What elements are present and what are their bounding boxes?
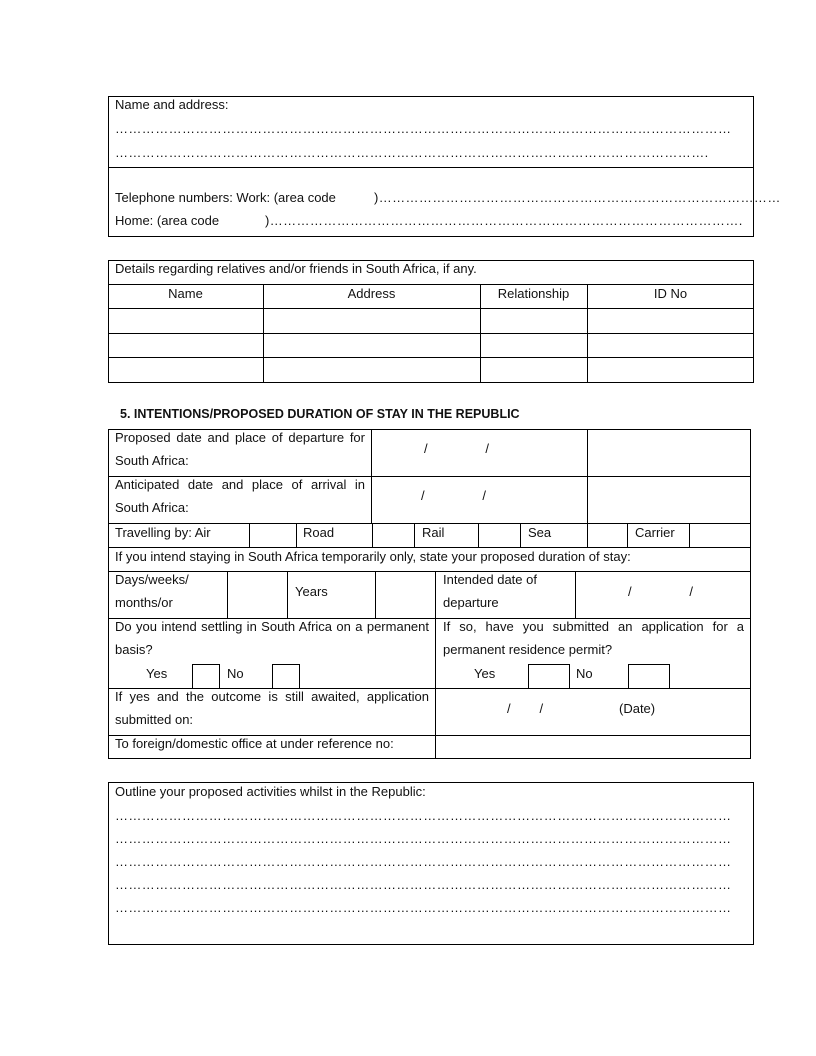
travel-road-checkbox[interactable] [373, 524, 413, 546]
relatives-header-id: ID No [653, 286, 688, 301]
departure-date-field[interactable]: / / [424, 441, 490, 456]
name-address-label: Name and address: [115, 97, 229, 112]
activities-line[interactable]: ………………………………………………………………………………………………………………………… [115, 854, 732, 869]
activities-line[interactable]: ………………………………………………………………………………………………………………………… [115, 877, 732, 892]
arrival-label-1: Anticipated date and place of arrival in [115, 477, 365, 492]
section-5-heading: 5. INTENTIONS/PROPOSED DURATION OF STAY IN THE REPUBLIC [120, 407, 520, 421]
permit-no-checkbox[interactable] [628, 664, 670, 689]
intended-date-label-2: departure [443, 595, 499, 610]
permit-yes-label: Yes [474, 666, 496, 681]
outcome-label-1: If yes and the outcome is still awaited, application [115, 689, 429, 704]
travel-sea-label: Sea [528, 525, 552, 540]
intended-date-field[interactable]: / / [628, 584, 694, 599]
rule [108, 547, 751, 548]
permit-question-1: If so, have you submitted an application for a [443, 619, 744, 634]
outcome-date-label: (Date) [619, 701, 656, 716]
outcome-label-2: submitted on: [115, 712, 194, 727]
settle-question-2: basis? [115, 642, 153, 657]
activities-line[interactable]: ………………………………………………………………………………………………………………………… [115, 808, 732, 823]
departure-label-1: Proposed date and place of departure for [115, 430, 365, 445]
contact-divider [108, 167, 754, 168]
relative-cell-input[interactable] [109, 309, 262, 332]
foreign-office-label: To foreign/domestic office at under reference no: [115, 736, 394, 751]
tel-home-field[interactable]: )……………………………………………………………………………………………. [265, 213, 743, 228]
rule [520, 523, 521, 547]
arrival-label-2: South Africa: [115, 500, 189, 515]
relative-cell-input[interactable] [264, 309, 479, 332]
travel-carrier-field[interactable] [690, 524, 750, 546]
travel-rail-checkbox[interactable] [479, 524, 519, 546]
activities-label: Outline your proposed activities whilst in the Republic: [115, 784, 426, 799]
travel-road-label: Road [303, 525, 335, 540]
rule [108, 523, 751, 524]
travel-rail-label: Rail [422, 525, 445, 540]
relatives-header-relationship: Relationship [497, 286, 570, 301]
settle-yes-checkbox[interactable] [192, 664, 220, 689]
settle-yes-label: Yes [146, 666, 168, 681]
tel-work-label: Telephone numbers: Work: (area code [115, 190, 336, 205]
relatives-rule [108, 357, 754, 358]
days-label-1: Days/weeks/ [115, 572, 189, 587]
rule [627, 523, 628, 547]
days-label-2: months/or [115, 595, 173, 610]
settle-no-label: No [227, 666, 244, 681]
name-address-line-2[interactable]: ……………………………………………………………………………………………………………………. [115, 145, 709, 160]
tel-home-label: Home: (area code [115, 213, 220, 228]
days-field[interactable] [228, 572, 286, 617]
rule [414, 523, 415, 547]
relatives-rule [108, 284, 754, 285]
relatives-header-address: Address [347, 286, 396, 301]
permit-no-label: No [576, 666, 593, 681]
travel-air-label: Travelling by: Air [115, 525, 211, 540]
travel-sea-checkbox[interactable] [588, 524, 626, 546]
permit-yes-checkbox[interactable] [528, 664, 570, 689]
relative-cell-input[interactable] [588, 309, 753, 332]
arrival-date-field[interactable]: / / [421, 488, 487, 503]
permit-question-2: permanent residence permit? [443, 642, 613, 657]
years-field[interactable] [376, 572, 434, 617]
travel-carrier-label: Carrier [635, 525, 675, 540]
relatives-header-name: Name [168, 286, 203, 301]
travel-air-checkbox[interactable] [250, 524, 295, 546]
activities-line[interactable]: ………………………………………………………………………………………………………………………… [115, 900, 732, 915]
departure-label-2: South Africa: [115, 453, 189, 468]
name-address-line-1[interactable]: ………………………………………………………………………………………………………………………… [115, 121, 732, 136]
relatives-rule [108, 333, 754, 334]
relative-cell-input[interactable] [481, 309, 586, 332]
outcome-date-field[interactable]: / / [507, 701, 544, 716]
tel-work-field[interactable]: )……………………………………………………………………………… [374, 190, 781, 205]
activities-line[interactable]: ………………………………………………………………………………………………………………………… [115, 831, 732, 846]
rule [296, 523, 297, 547]
foreign-office-field[interactable] [400, 736, 750, 758]
rule [435, 571, 436, 758]
temporary-stay-text: If you intend staying in South Africa temporarily only, state your proposed duration of stay: [115, 549, 631, 564]
settle-question-1: Do you intend settling in South Africa on a permanent [115, 619, 429, 634]
years-label: Years [295, 584, 328, 599]
intended-date-label-1: Intended date of [443, 572, 537, 587]
rule [287, 571, 288, 618]
rule [575, 571, 576, 618]
relatives-caption: Details regarding relatives and/or friends in South Africa, if any. [115, 261, 477, 276]
settle-no-checkbox[interactable] [272, 664, 300, 689]
